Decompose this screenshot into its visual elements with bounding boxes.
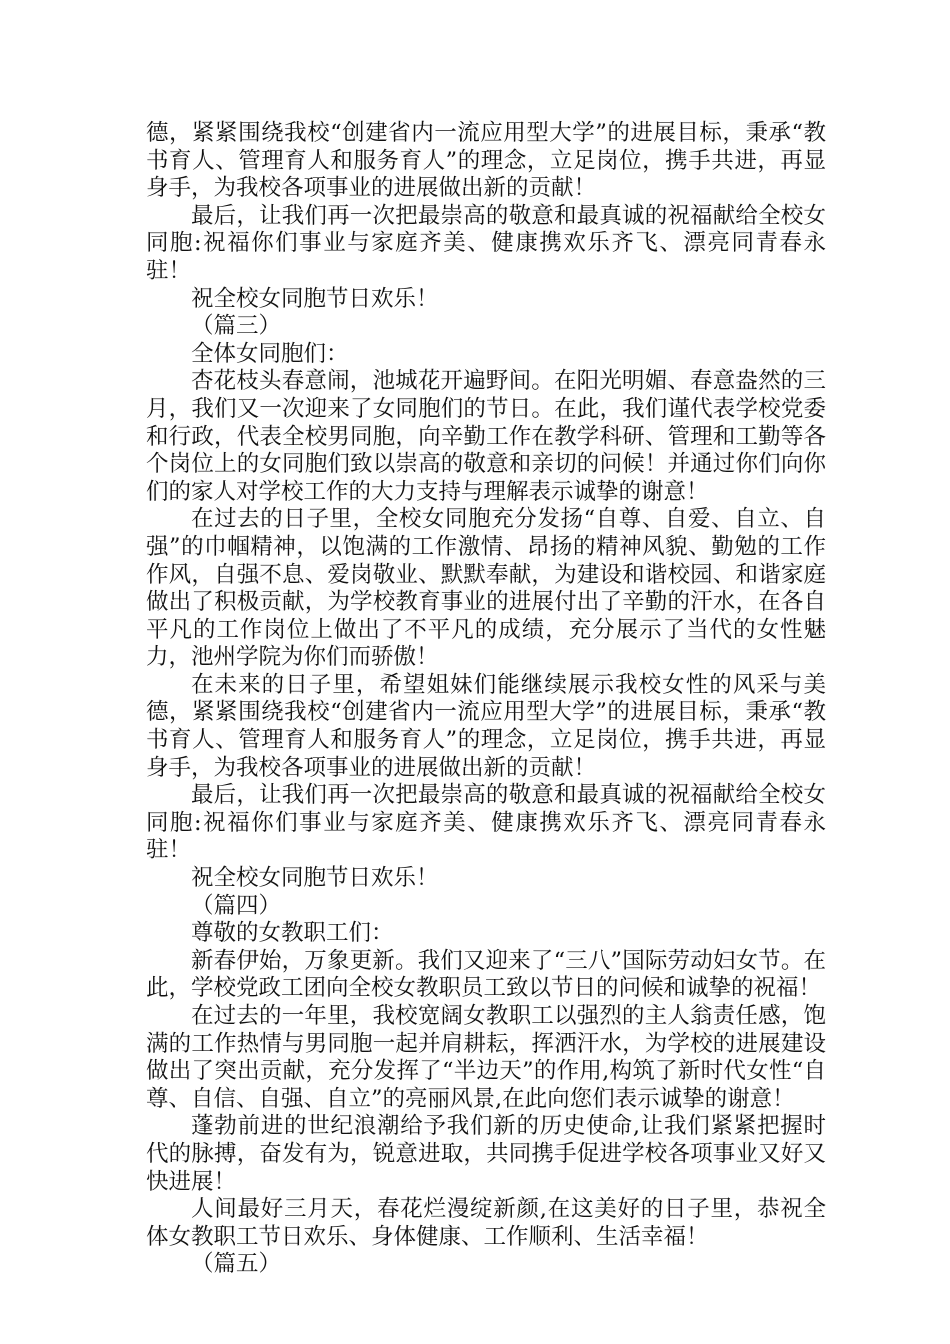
paragraph: 最后，让我们再一次把最崇高的敬意和最真诚的祝福献给全校女同胞:祝福你们事业与家庭齐美、健康携欢乐齐飞、漂亮同青春永驻！: [146, 782, 826, 864]
section-heading: （篇三）: [191, 313, 282, 340]
paragraph: 德，紧紧围绕我校“创建省内一流应用型大学”的进展目标，秉承“教书育人、管理育人和服务育人”的理念，立足岗位，携手共进，再显身手，为我校各项事业的进展做出新的贡献！: [146, 120, 826, 202]
paragraph: 祝全校女同胞节日欢乐！: [191, 285, 439, 312]
paragraph: 在过去的一年里，我校宽阔女教职工以强烈的主人翁责任感，饱满的工作热情与男同胞一起并肩耕耘，挥洒汗水，为学校的进展建设做出了突出贡献，充分发挥了“半边天”的作用,构筑了新时代女性“自尊、自信、自强、自立”的亮丽风景,在此向您们表示诚挚的谢意！: [146, 1003, 826, 1112]
paragraph: 新春伊始，万象更新。我们又迎来了“三八”国际劳动妇女节。在此，学校党政工团向全校女教职员工致以节日的问候和诚挚的祝福！: [146, 947, 826, 1002]
salutation: 尊敬的女教职工们：: [191, 920, 394, 947]
section-heading: （篇五）: [191, 1251, 282, 1278]
salutation: 全体女同胞们：: [191, 340, 349, 367]
paragraph: 在过去的日子里，全校女同胞充分发扬“自尊、自爱、自立、自强”的巾帼精神，以饱满的工作激情、昂扬的精神风貌、勤勉的工作作风，自强不息、爱岗敬业、默默奉献，为建设和谐校园、和谐家庭做出了积极贡献，为学校教育事业的进展付出了辛勤的汗水，在各自平凡的工作岗位上做出了不平凡的成绩，充分展示了当代的女性魅力，池州学院为你们而骄傲！: [146, 506, 826, 671]
paragraph: 杏花枝头春意闹，池城花开遍野间。在阳光明媚、春意盎然的三月，我们又一次迎来了女同胞们的节日。在此，我们谨代表学校党委和行政，代表全校男同胞，向辛勤工作在教学科研、管理和工勤等各个岗位上的女同胞们致以崇高的敬意和亲切的问候！并通过你们向你们的家人对学校工作的大力支持与理解表示诚挚的谢意！: [146, 368, 826, 505]
paragraph: 蓬勃前进的世纪浪潮给予我们新的历史使命,让我们紧紧把握时代的脉搏，奋发有为，锐意进取，共同携手促进学校各项事业又好又快进展！: [146, 1113, 826, 1195]
paragraph: 人间最好三月天，春花烂漫绽新颜,在这美好的日子里，恭祝全体女教职工节日欢乐、身体健康、工作顺利、生活幸福！: [146, 1196, 826, 1250]
document-body: [146, 120, 826, 1279]
paragraph: 最后，让我们再一次把最崇高的敬意和最真诚的祝福献给全校女同胞:祝福你们事业与家庭齐美、健康携欢乐齐飞、漂亮同青春永驻！: [146, 202, 826, 284]
section-heading: （篇四）: [191, 892, 282, 919]
paragraph: 祝全校女同胞节日欢乐！: [191, 865, 439, 892]
paragraph: 在未来的日子里，希望姐妹们能继续展示我校女性的风采与美德，紧紧围绕我校“创建省内一流应用型大学”的进展目标，秉承“教书育人、管理育人和服务育人”的理念，立足岗位，携手共进，再显身手，为我校各项事业的进展做出新的贡献！: [146, 671, 826, 781]
